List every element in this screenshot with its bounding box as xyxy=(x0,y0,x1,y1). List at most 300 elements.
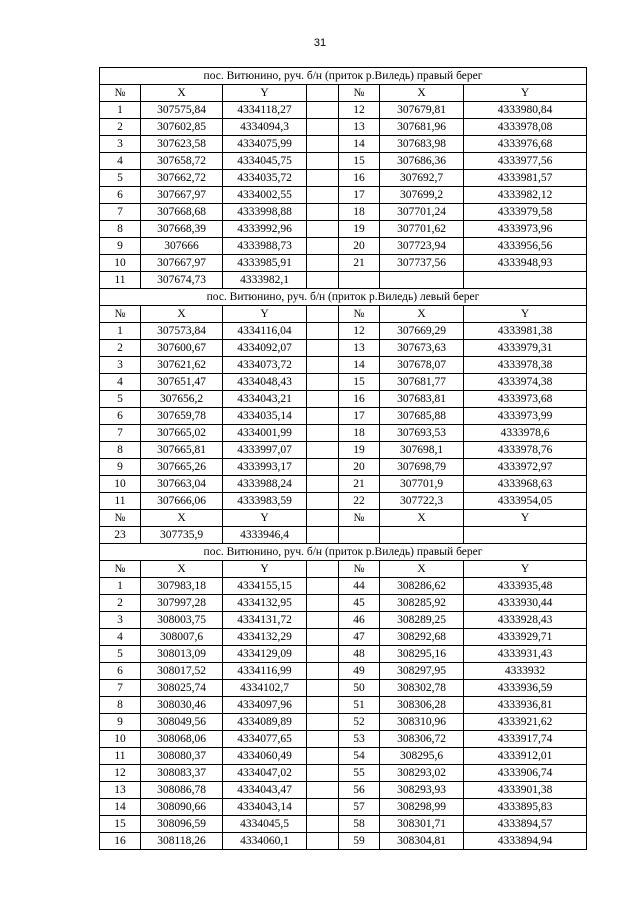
y-coordinate-cell: Y xyxy=(223,510,307,527)
x-coordinate-cell: 307656,2 xyxy=(141,391,223,408)
y-coordinate-cell: 4333932 xyxy=(464,663,587,680)
x-coordinate-cell: 308049,56 xyxy=(141,714,223,731)
y-coordinate-cell: 4333901,38 xyxy=(464,782,587,799)
point-number-cell: 7 xyxy=(100,680,141,697)
point-number-cell: 17 xyxy=(339,408,380,425)
point-number-cell: 11 xyxy=(100,493,141,510)
y-coordinate-cell: 4333921,62 xyxy=(464,714,587,731)
point-number-cell: 15 xyxy=(339,153,380,170)
x-coordinate-cell: 308285,92 xyxy=(380,595,464,612)
spacer-cell xyxy=(307,493,339,510)
y-coordinate-cell: Y xyxy=(464,510,587,527)
y-coordinate-cell: 4333948,93 xyxy=(464,255,587,272)
spacer-cell xyxy=(307,748,339,765)
y-coordinate-cell: 4333983,59 xyxy=(223,493,307,510)
spacer-cell xyxy=(307,323,339,340)
x-coordinate-cell: 308090,66 xyxy=(141,799,223,816)
point-number-cell: 1 xyxy=(100,323,141,340)
y-coordinate-cell: 4333978,08 xyxy=(464,119,587,136)
y-coordinate-cell: 4333992,96 xyxy=(223,221,307,238)
point-number-cell: 56 xyxy=(339,782,380,799)
section-title: пос. Витюнино, руч. б/н (приток р.Виледь) левый берег xyxy=(100,289,587,306)
spacer-cell xyxy=(307,612,339,629)
point-number-cell: 8 xyxy=(100,442,141,459)
point-number-cell: 3 xyxy=(100,612,141,629)
y-coordinate-cell: 4334132,29 xyxy=(223,629,307,646)
y-coordinate-cell: 4333906,74 xyxy=(464,765,587,782)
table-row xyxy=(100,442,587,459)
point-number-cell: 12 xyxy=(100,765,141,782)
table-row xyxy=(100,459,587,476)
point-number-cell: № xyxy=(339,561,380,578)
y-coordinate-cell: 4333912,01 xyxy=(464,748,587,765)
y-coordinate-cell: 4334002,55 xyxy=(223,187,307,204)
spacer-cell xyxy=(307,408,339,425)
y-coordinate-cell: Y xyxy=(223,306,307,323)
y-coordinate-cell: 4333998,88 xyxy=(223,204,307,221)
y-coordinate-cell: Y xyxy=(464,561,587,578)
y-coordinate-cell: 4333936,81 xyxy=(464,697,587,714)
table-row xyxy=(100,595,587,612)
x-coordinate-cell: 308286,62 xyxy=(380,578,464,595)
x-coordinate-cell: 307600,67 xyxy=(141,340,223,357)
x-coordinate-cell: 308293,93 xyxy=(380,782,464,799)
table-row xyxy=(100,153,587,170)
point-number-cell: 57 xyxy=(339,799,380,816)
header-row xyxy=(100,561,587,578)
y-coordinate-cell: 4333973,96 xyxy=(464,221,587,238)
x-coordinate-cell: 307698,79 xyxy=(380,459,464,476)
x-coordinate-cell: 307602,85 xyxy=(141,119,223,136)
y-coordinate-cell: 4333982,1 xyxy=(223,272,307,289)
table-row xyxy=(100,357,587,374)
spacer-cell xyxy=(307,357,339,374)
point-number-cell: 17 xyxy=(339,187,380,204)
y-coordinate-cell: 4333977,56 xyxy=(464,153,587,170)
spacer-cell xyxy=(307,102,339,119)
x-coordinate-cell: 307681,77 xyxy=(380,374,464,391)
x-coordinate-cell: 308003,75 xyxy=(141,612,223,629)
point-number-cell: 12 xyxy=(339,102,380,119)
point-number-cell xyxy=(339,272,380,289)
spacer-cell xyxy=(307,595,339,612)
header-row xyxy=(100,306,587,323)
spacer-cell xyxy=(307,170,339,187)
point-number-cell: 44 xyxy=(339,578,380,595)
table-row xyxy=(100,714,587,731)
x-coordinate-cell: 308030,46 xyxy=(141,697,223,714)
y-coordinate-cell: 4333981,57 xyxy=(464,170,587,187)
table-row xyxy=(100,646,587,663)
x-coordinate-cell: 308096,59 xyxy=(141,816,223,833)
table-row xyxy=(100,510,587,527)
table-row xyxy=(100,408,587,425)
x-coordinate-cell: 308289,25 xyxy=(380,612,464,629)
point-number-cell: 19 xyxy=(339,442,380,459)
spacer-cell xyxy=(307,272,339,289)
point-number-cell: 9 xyxy=(100,459,141,476)
point-number-cell: 8 xyxy=(100,697,141,714)
y-coordinate-cell: 4333985,91 xyxy=(223,255,307,272)
x-coordinate-cell: 308083,37 xyxy=(141,765,223,782)
y-coordinate-cell: 4334045,5 xyxy=(223,816,307,833)
x-coordinate-cell: 308118,26 xyxy=(141,833,223,850)
x-coordinate-cell: 308295,16 xyxy=(380,646,464,663)
section-title-row xyxy=(100,544,587,561)
spacer-cell xyxy=(307,476,339,493)
x-coordinate-cell: 307651,47 xyxy=(141,374,223,391)
point-number-cell: № xyxy=(339,510,380,527)
table-row xyxy=(100,833,587,850)
spacer-cell xyxy=(307,697,339,714)
point-number-cell: 11 xyxy=(100,748,141,765)
header-row xyxy=(100,85,587,102)
point-number-cell: 20 xyxy=(339,459,380,476)
table-row xyxy=(100,340,587,357)
point-number-cell: 10 xyxy=(100,731,141,748)
point-number-cell: 4 xyxy=(100,153,141,170)
y-coordinate-cell: 4334047,02 xyxy=(223,765,307,782)
y-coordinate-cell: 4334116,99 xyxy=(223,663,307,680)
table-row xyxy=(100,527,587,544)
point-number-cell: 2 xyxy=(100,340,141,357)
section-title: пос. Витюнино, руч. б/н (приток р.Виледь) правый берег xyxy=(100,68,587,85)
spacer-cell xyxy=(307,799,339,816)
spacer-cell xyxy=(307,714,339,731)
spacer-cell xyxy=(307,374,339,391)
point-number-cell: № xyxy=(100,85,141,102)
point-number-cell: 9 xyxy=(100,238,141,255)
x-coordinate-cell: 308306,28 xyxy=(380,697,464,714)
x-coordinate-cell: 307685,88 xyxy=(380,408,464,425)
x-coordinate-cell: 307666 xyxy=(141,238,223,255)
x-coordinate-cell: 307701,24 xyxy=(380,204,464,221)
y-coordinate-cell: 4334043,47 xyxy=(223,782,307,799)
point-number-cell: 13 xyxy=(100,782,141,799)
x-coordinate-cell: 307668,39 xyxy=(141,221,223,238)
x-coordinate-cell: 307681,96 xyxy=(380,119,464,136)
spacer-cell xyxy=(307,816,339,833)
spacer-cell xyxy=(307,85,339,102)
y-coordinate-cell: 4333988,24 xyxy=(223,476,307,493)
spacer-cell xyxy=(307,391,339,408)
spacer-cell xyxy=(307,255,339,272)
y-coordinate-cell: 4333894,57 xyxy=(464,816,587,833)
y-coordinate-cell: 4334045,75 xyxy=(223,153,307,170)
spacer-cell xyxy=(307,340,339,357)
table-row xyxy=(100,663,587,680)
y-coordinate-cell: 4334060,49 xyxy=(223,748,307,765)
x-coordinate-cell: 307983,18 xyxy=(141,578,223,595)
point-number-cell: 19 xyxy=(339,221,380,238)
spacer-cell xyxy=(307,425,339,442)
point-number-cell: 11 xyxy=(100,272,141,289)
point-number-cell: 6 xyxy=(100,663,141,680)
point-number-cell: 58 xyxy=(339,816,380,833)
y-coordinate-cell: 4333974,38 xyxy=(464,374,587,391)
table-row xyxy=(100,799,587,816)
point-number-cell: 50 xyxy=(339,680,380,697)
table-row xyxy=(100,221,587,238)
y-coordinate-cell: 4334094,3 xyxy=(223,119,307,136)
table-row xyxy=(100,204,587,221)
y-coordinate-cell: 4333979,31 xyxy=(464,340,587,357)
spacer-cell xyxy=(307,833,339,850)
y-coordinate-cell: 4333978,6 xyxy=(464,425,587,442)
x-coordinate-cell: 307668,68 xyxy=(141,204,223,221)
spacer-cell xyxy=(307,663,339,680)
table-row xyxy=(100,323,587,340)
page-number: 31 xyxy=(313,37,327,49)
spacer-cell xyxy=(307,680,339,697)
table-row xyxy=(100,697,587,714)
x-coordinate-cell: 307659,78 xyxy=(141,408,223,425)
x-coordinate-cell: X xyxy=(141,306,223,323)
x-coordinate-cell: 308295,6 xyxy=(380,748,464,765)
table-row xyxy=(100,493,587,510)
y-coordinate-cell: 4334043,14 xyxy=(223,799,307,816)
point-number-cell: 14 xyxy=(339,357,380,374)
point-number-cell: 54 xyxy=(339,748,380,765)
y-coordinate-cell: 4333917,74 xyxy=(464,731,587,748)
y-coordinate-cell: 4334116,04 xyxy=(223,323,307,340)
x-coordinate-cell: 308025,74 xyxy=(141,680,223,697)
y-coordinate-cell: 4334043,21 xyxy=(223,391,307,408)
y-coordinate-cell: 4333973,68 xyxy=(464,391,587,408)
y-coordinate-cell: 4333993,17 xyxy=(223,459,307,476)
y-coordinate-cell: 4333978,76 xyxy=(464,442,587,459)
point-number-cell: 14 xyxy=(339,136,380,153)
y-coordinate-cell: 4333978,38 xyxy=(464,357,587,374)
point-number-cell: 16 xyxy=(339,170,380,187)
table-row xyxy=(100,238,587,255)
point-number-cell: 21 xyxy=(339,476,380,493)
point-number-cell: 2 xyxy=(100,595,141,612)
point-number-cell: 51 xyxy=(339,697,380,714)
x-coordinate-cell: 307674,73 xyxy=(141,272,223,289)
x-coordinate-cell: 307679,81 xyxy=(380,102,464,119)
y-coordinate-cell: 4334097,96 xyxy=(223,697,307,714)
y-coordinate-cell: 4333997,07 xyxy=(223,442,307,459)
point-number-cell: № xyxy=(339,85,380,102)
x-coordinate-cell: 308297,95 xyxy=(380,663,464,680)
x-coordinate-cell: 307735,9 xyxy=(141,527,223,544)
spacer-cell xyxy=(307,731,339,748)
x-coordinate-cell: 308017,52 xyxy=(141,663,223,680)
point-number-cell: 1 xyxy=(100,102,141,119)
point-number-cell: 3 xyxy=(100,357,141,374)
y-coordinate-cell: 4333894,94 xyxy=(464,833,587,850)
table-row xyxy=(100,748,587,765)
x-coordinate-cell: 307666,06 xyxy=(141,493,223,510)
x-coordinate-cell: 307665,81 xyxy=(141,442,223,459)
y-coordinate-cell: 4334132,95 xyxy=(223,595,307,612)
spacer-cell xyxy=(307,629,339,646)
point-number-cell: 23 xyxy=(100,527,141,544)
point-number-cell: 9 xyxy=(100,714,141,731)
point-number-cell: 6 xyxy=(100,408,141,425)
spacer-cell xyxy=(307,306,339,323)
table-row xyxy=(100,255,587,272)
point-number-cell: 4 xyxy=(100,629,141,646)
x-coordinate-cell xyxy=(380,527,464,544)
y-coordinate-cell: 4334001,99 xyxy=(223,425,307,442)
x-coordinate-cell: 307693,53 xyxy=(380,425,464,442)
x-coordinate-cell: 308304,81 xyxy=(380,833,464,850)
x-coordinate-cell: 308298,99 xyxy=(380,799,464,816)
spacer-cell xyxy=(307,459,339,476)
table-row xyxy=(100,374,587,391)
table-row xyxy=(100,187,587,204)
point-number-cell: 49 xyxy=(339,663,380,680)
point-number-cell: 5 xyxy=(100,170,141,187)
y-coordinate-cell: Y xyxy=(223,561,307,578)
x-coordinate-cell: 307573,84 xyxy=(141,323,223,340)
x-coordinate-cell: X xyxy=(380,510,464,527)
point-number-cell: 52 xyxy=(339,714,380,731)
x-coordinate-cell: 307663,04 xyxy=(141,476,223,493)
spacer-cell xyxy=(307,204,339,221)
x-coordinate-cell: X xyxy=(380,85,464,102)
table-row xyxy=(100,680,587,697)
table-row xyxy=(100,578,587,595)
spacer-cell xyxy=(307,765,339,782)
y-coordinate-cell xyxy=(464,527,587,544)
y-coordinate-cell: 4333935,48 xyxy=(464,578,587,595)
x-coordinate-cell: 308301,71 xyxy=(380,816,464,833)
table-row xyxy=(100,102,587,119)
y-coordinate-cell: 4334048,43 xyxy=(223,374,307,391)
y-coordinate-cell: 4333930,44 xyxy=(464,595,587,612)
point-number-cell: 12 xyxy=(339,323,380,340)
spacer-cell xyxy=(307,510,339,527)
spacer-cell xyxy=(307,442,339,459)
y-coordinate-cell: 4333972,97 xyxy=(464,459,587,476)
x-coordinate-cell: 307692,7 xyxy=(380,170,464,187)
spacer-cell xyxy=(307,782,339,799)
point-number-cell: 10 xyxy=(100,476,141,493)
point-number-cell: 16 xyxy=(100,833,141,850)
x-coordinate-cell xyxy=(380,272,464,289)
x-coordinate-cell: 308086,78 xyxy=(141,782,223,799)
x-coordinate-cell: 308302,78 xyxy=(380,680,464,697)
y-coordinate-cell: Y xyxy=(223,85,307,102)
spacer-cell xyxy=(307,136,339,153)
y-coordinate-cell: 4333973,99 xyxy=(464,408,587,425)
table-row xyxy=(100,782,587,799)
y-coordinate-cell: 4333954,05 xyxy=(464,493,587,510)
point-number-cell: 21 xyxy=(339,255,380,272)
table-row xyxy=(100,391,587,408)
x-coordinate-cell: 307621,62 xyxy=(141,357,223,374)
point-number-cell: 48 xyxy=(339,646,380,663)
x-coordinate-cell: 307997,28 xyxy=(141,595,223,612)
point-number-cell: 22 xyxy=(339,493,380,510)
point-number-cell: 10 xyxy=(100,255,141,272)
table-row xyxy=(100,629,587,646)
y-coordinate-cell: Y xyxy=(464,306,587,323)
point-number-cell: 59 xyxy=(339,833,380,850)
spacer-cell xyxy=(307,119,339,136)
x-coordinate-cell: 307669,29 xyxy=(380,323,464,340)
x-coordinate-cell: 307658,72 xyxy=(141,153,223,170)
table-row xyxy=(100,136,587,153)
y-coordinate-cell: 4334089,89 xyxy=(223,714,307,731)
x-coordinate-cell: 307683,98 xyxy=(380,136,464,153)
y-coordinate-cell: 4333956,56 xyxy=(464,238,587,255)
spacer-cell xyxy=(307,187,339,204)
y-coordinate-cell: 4334155,15 xyxy=(223,578,307,595)
x-coordinate-cell: 307665,26 xyxy=(141,459,223,476)
x-coordinate-cell: 307665,02 xyxy=(141,425,223,442)
table-row xyxy=(100,476,587,493)
y-coordinate-cell: Y xyxy=(464,85,587,102)
x-coordinate-cell: 307667,97 xyxy=(141,187,223,204)
x-coordinate-cell: 307701,9 xyxy=(380,476,464,493)
y-coordinate-cell: 4333936,59 xyxy=(464,680,587,697)
section-title: пос. Витюнино, руч. б/н (приток р.Виледь) правый берег xyxy=(100,544,587,561)
y-coordinate-cell: 4334035,14 xyxy=(223,408,307,425)
point-number-cell: 3 xyxy=(100,136,141,153)
x-coordinate-cell: 307701,62 xyxy=(380,221,464,238)
point-number-cell: 18 xyxy=(339,204,380,221)
y-coordinate-cell: 4333976,68 xyxy=(464,136,587,153)
x-coordinate-cell: 307678,07 xyxy=(380,357,464,374)
point-number-cell: 20 xyxy=(339,238,380,255)
y-coordinate-cell: 4334131,72 xyxy=(223,612,307,629)
point-number-cell: 13 xyxy=(339,119,380,136)
table-row xyxy=(100,731,587,748)
x-coordinate-cell: X xyxy=(380,306,464,323)
point-number-cell: 8 xyxy=(100,221,141,238)
x-coordinate-cell: 307737,56 xyxy=(380,255,464,272)
point-number-cell: 7 xyxy=(100,425,141,442)
coordinates-table xyxy=(99,67,587,850)
point-number-cell: 2 xyxy=(100,119,141,136)
point-number-cell: 5 xyxy=(100,391,141,408)
x-coordinate-cell: X xyxy=(141,510,223,527)
point-number-cell: 1 xyxy=(100,578,141,595)
point-number-cell: 15 xyxy=(339,374,380,391)
y-coordinate-cell: 4333931,43 xyxy=(464,646,587,663)
point-number-cell: 13 xyxy=(339,340,380,357)
table-row xyxy=(100,816,587,833)
y-coordinate-cell: 4333979,58 xyxy=(464,204,587,221)
point-number-cell xyxy=(339,527,380,544)
x-coordinate-cell: 308007,6 xyxy=(141,629,223,646)
spacer-cell xyxy=(307,527,339,544)
x-coordinate-cell: 307667,97 xyxy=(141,255,223,272)
x-coordinate-cell: 307698,1 xyxy=(380,442,464,459)
y-coordinate-cell: 4333980,84 xyxy=(464,102,587,119)
point-number-cell: № xyxy=(100,510,141,527)
y-coordinate-cell: 4334129,09 xyxy=(223,646,307,663)
y-coordinate-cell: 4334118,27 xyxy=(223,102,307,119)
y-coordinate-cell: 4333929,71 xyxy=(464,629,587,646)
point-number-cell: 53 xyxy=(339,731,380,748)
y-coordinate-cell: 4334073,72 xyxy=(223,357,307,374)
table-row xyxy=(100,119,587,136)
x-coordinate-cell: 308293,02 xyxy=(380,765,464,782)
y-coordinate-cell: 4334077,65 xyxy=(223,731,307,748)
x-coordinate-cell: 308292,68 xyxy=(380,629,464,646)
x-coordinate-cell: 307699,2 xyxy=(380,187,464,204)
x-coordinate-cell: 308306,72 xyxy=(380,731,464,748)
point-number-cell: 18 xyxy=(339,425,380,442)
point-number-cell: № xyxy=(100,561,141,578)
y-coordinate-cell: 4333928,43 xyxy=(464,612,587,629)
point-number-cell: 15 xyxy=(100,816,141,833)
